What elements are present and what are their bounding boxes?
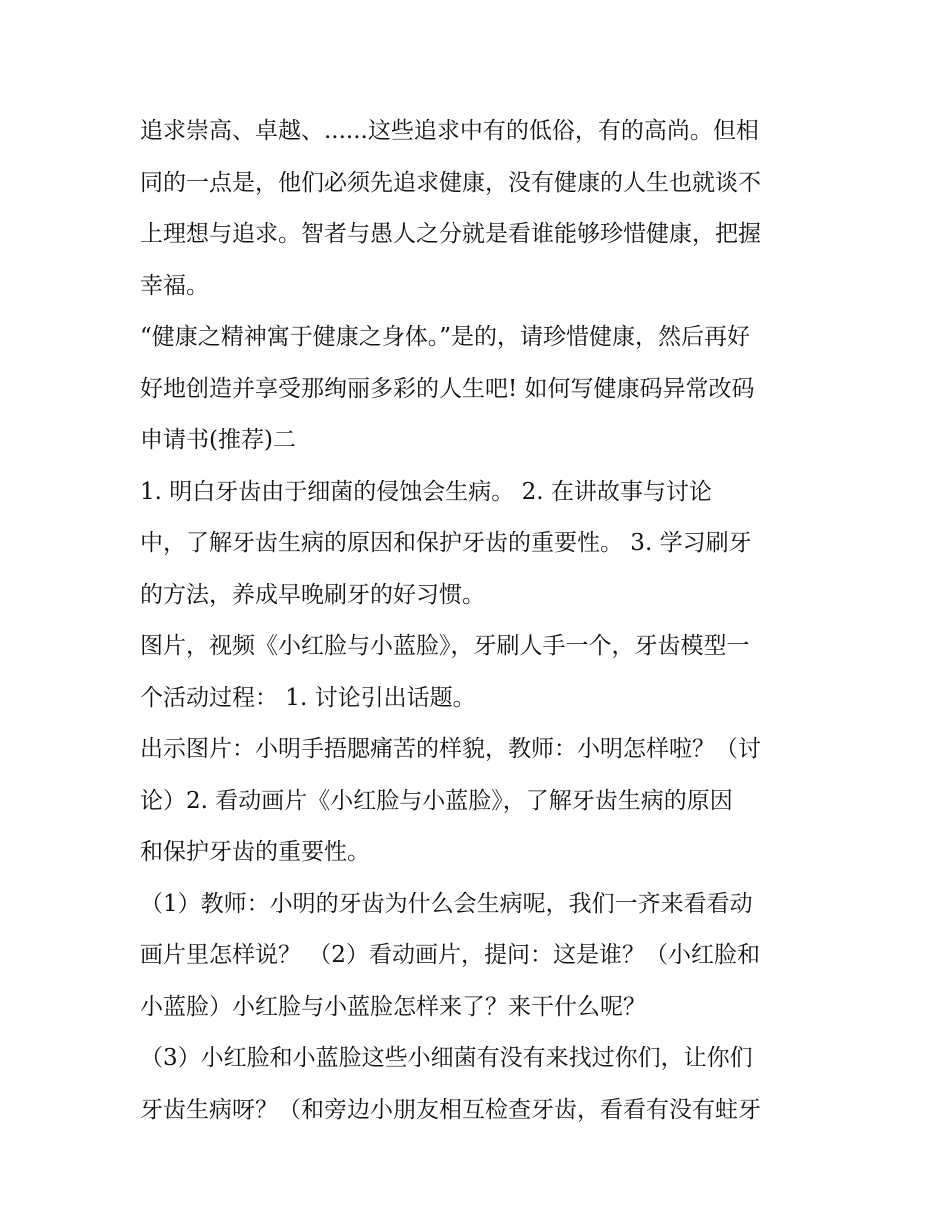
text-line-17: 画片里怎样说？ （2）看动画片，提问：这是谁？（小红脸和: [140, 942, 760, 968]
text-line-15: 和保护牙齿的重要性。: [140, 839, 370, 865]
text-line-3: 上理想与追求。智者与愚人之分就是看谁能够珍惜健康，把握: [140, 221, 761, 247]
text-line-14: 论）2. 看动画片《小红脸与小蓝脸》，了解牙齿生病的原因: [140, 787, 733, 814]
text-line-13: 出示图片：小明手捂腮痛苦的样貌，教师：小明怎样啦？（讨: [140, 736, 761, 762]
body-text: [140, 106, 820, 1136]
text-line-12: 个活动过程： 1. 讨论引出话题。: [140, 684, 476, 711]
text-line-16: （1）教师：小明的牙齿为什么会生病呢，我们一齐来看看动: [140, 890, 753, 917]
text-line-5: “健康之精神寓于健康之身体。”是的，请珍惜健康，然后再好: [140, 324, 751, 350]
text-line-4: 幸福。: [140, 272, 209, 299]
text-line-7: 申请书(推荐)二: [140, 427, 296, 453]
text-line-19: （3）小红脸和小蓝脸这些小细菌有没有来找过你们，让你们: [140, 1045, 753, 1071]
text-line-11: 图片，视频《小红脸与小蓝脸》，牙刷人手一个，牙齿模型一: [140, 633, 750, 659]
text-line-2: 同的一点是，他们必须先追求健康，没有健康的人生也就谈不: [140, 169, 761, 196]
text-line-18: 小蓝脸）小红脸与小蓝脸怎样来了？来干什么呢？: [140, 993, 646, 1020]
text-line-8: 1. 明白牙齿由于细菌的侵蚀会生病。 2. 在讲故事与讨论: [140, 478, 712, 505]
text-line-1: 追求崇高、卓越、......这些追求中有的低俗，有的高尚。但相: [140, 118, 759, 144]
text-line-9: 中，了解牙齿生病的原因和保护牙齿的重要性。 3. 学习刷牙: [140, 530, 752, 556]
text-line-20: 牙齿生病呀？（和旁边小朋友相互检查牙齿，看看有没有蛀牙: [140, 1096, 761, 1123]
text-line-10: 的方法，养成早晚刷牙的好习惯。: [140, 581, 485, 608]
text-line-6: 好地创造并享受那绚丽多彩的人生吧! 如何写健康码异常改码: [140, 375, 755, 402]
